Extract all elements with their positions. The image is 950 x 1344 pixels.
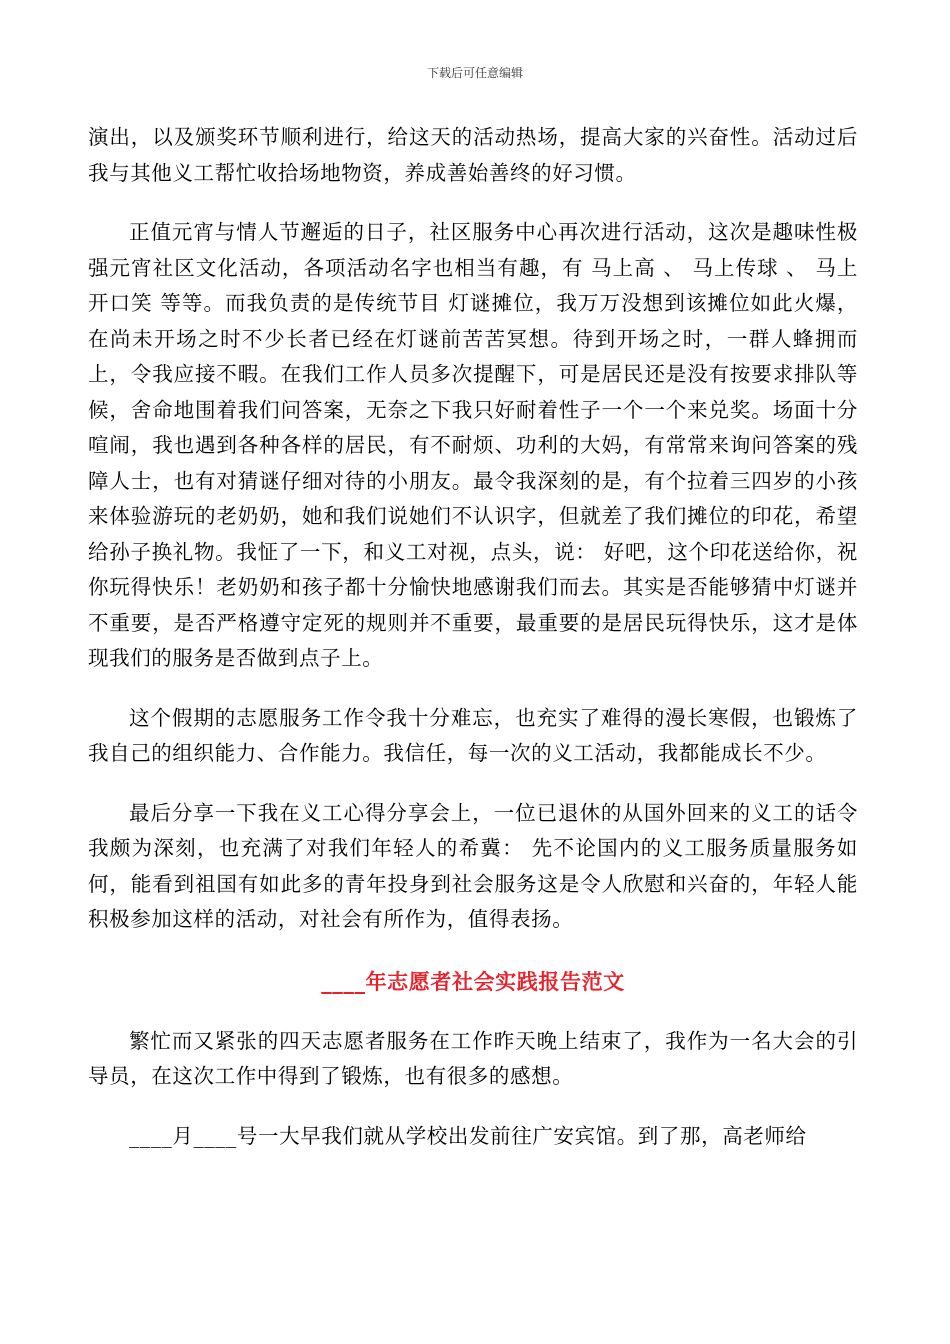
document-body — [88, 120, 858, 1154]
paragraph-volunteer-intro: 繁忙而又紧张的四天志愿者服务在工作昨天晚上结束了，我作为一名大会的引导员，在这次工作中得到了锻炼，也有很多的感想。 — [88, 1028, 858, 1088]
paragraph-continued: 演出，以及颁奖环节顺利进行，给这天的活动热场，提高大家的兴奋性。活动过后我与其他义工帮忙收拾场地物资，养成善始善终的好习惯。 — [88, 125, 858, 185]
paragraph-volunteer-start: ____月____号一大早我们就从学校出发前往广安宾馆。到了那，高老师给 — [129, 1123, 807, 1148]
paragraph-lantern-festival: 正值元宵与情人节邂逅的日子，社区服务中心再次进行活动，这次是趣味性极强元宵社区文化活动，各项活动名字也相当有趣，有 马上高 、 马上传球 、 马上开口笑 等等。而我负责的是传统节目 灯谜摊位，我万万没想到该摊位如此火爆，在尚未开场之时不少长者已经在灯谜前苦苦冥想。待到开场之时，一群人蜂拥而上，令我应接不暇。在我们工作人员多次提醒下，可是居民还是没有按要求排队等候，舍命地围着我们问答案，无奈之下我只好耐着性子一个一个来兑奖。场面十分喧闹，我也遇到各种各样的居民，有不耐烦、功利的大妈，有常常来询问答案的残障人士，也有对猜谜仔细对待的小朋友。最令我深刻的是，有个拉着三四岁的小孩来体验游玩的老奶奶，她和我们说她们不认识字，但就差了我们摊位的印花，希望给孙子换礼物。我怔了一下，和义工对视，点头，说： 好吧，这个印花送给你，祝你玩得快乐！老奶奶和孩子都十分愉快地感谢我们而去。其实是否能够猜中灯谜并不重要，是否严格遵守定死的规则并不重要，最重要的是居民玩得快乐，这才是体现我们的服务是否做到点子上。 — [88, 220, 858, 670]
section-title: ____年志愿者社会实践报告范文 — [321, 969, 625, 994]
page-header-note: 下载后可任意编辑 — [426, 66, 523, 80]
paragraph-holiday-summary: 这个假期的志愿服务工作令我十分难忘，也充实了难得的漫长寒假，也锻炼了我自己的组织能力、合作能力。我信任，每一次的义工活动，我都能成长不少。 — [88, 705, 858, 765]
paragraph-sharing-session: 最后分享一下我在义工心得分享会上，一位已退休的从国外回来的义工的话令我颇为深刻，也充满了对我们年轻人的希冀： 先不论国内的义工服务质量服务如何，能看到祖国有如此多的青年投身到社会服务这是令人欣慰和兴奋的，年轻人能积极参加这样的活动，对社会有所作为，值得表扬。 — [88, 800, 858, 931]
